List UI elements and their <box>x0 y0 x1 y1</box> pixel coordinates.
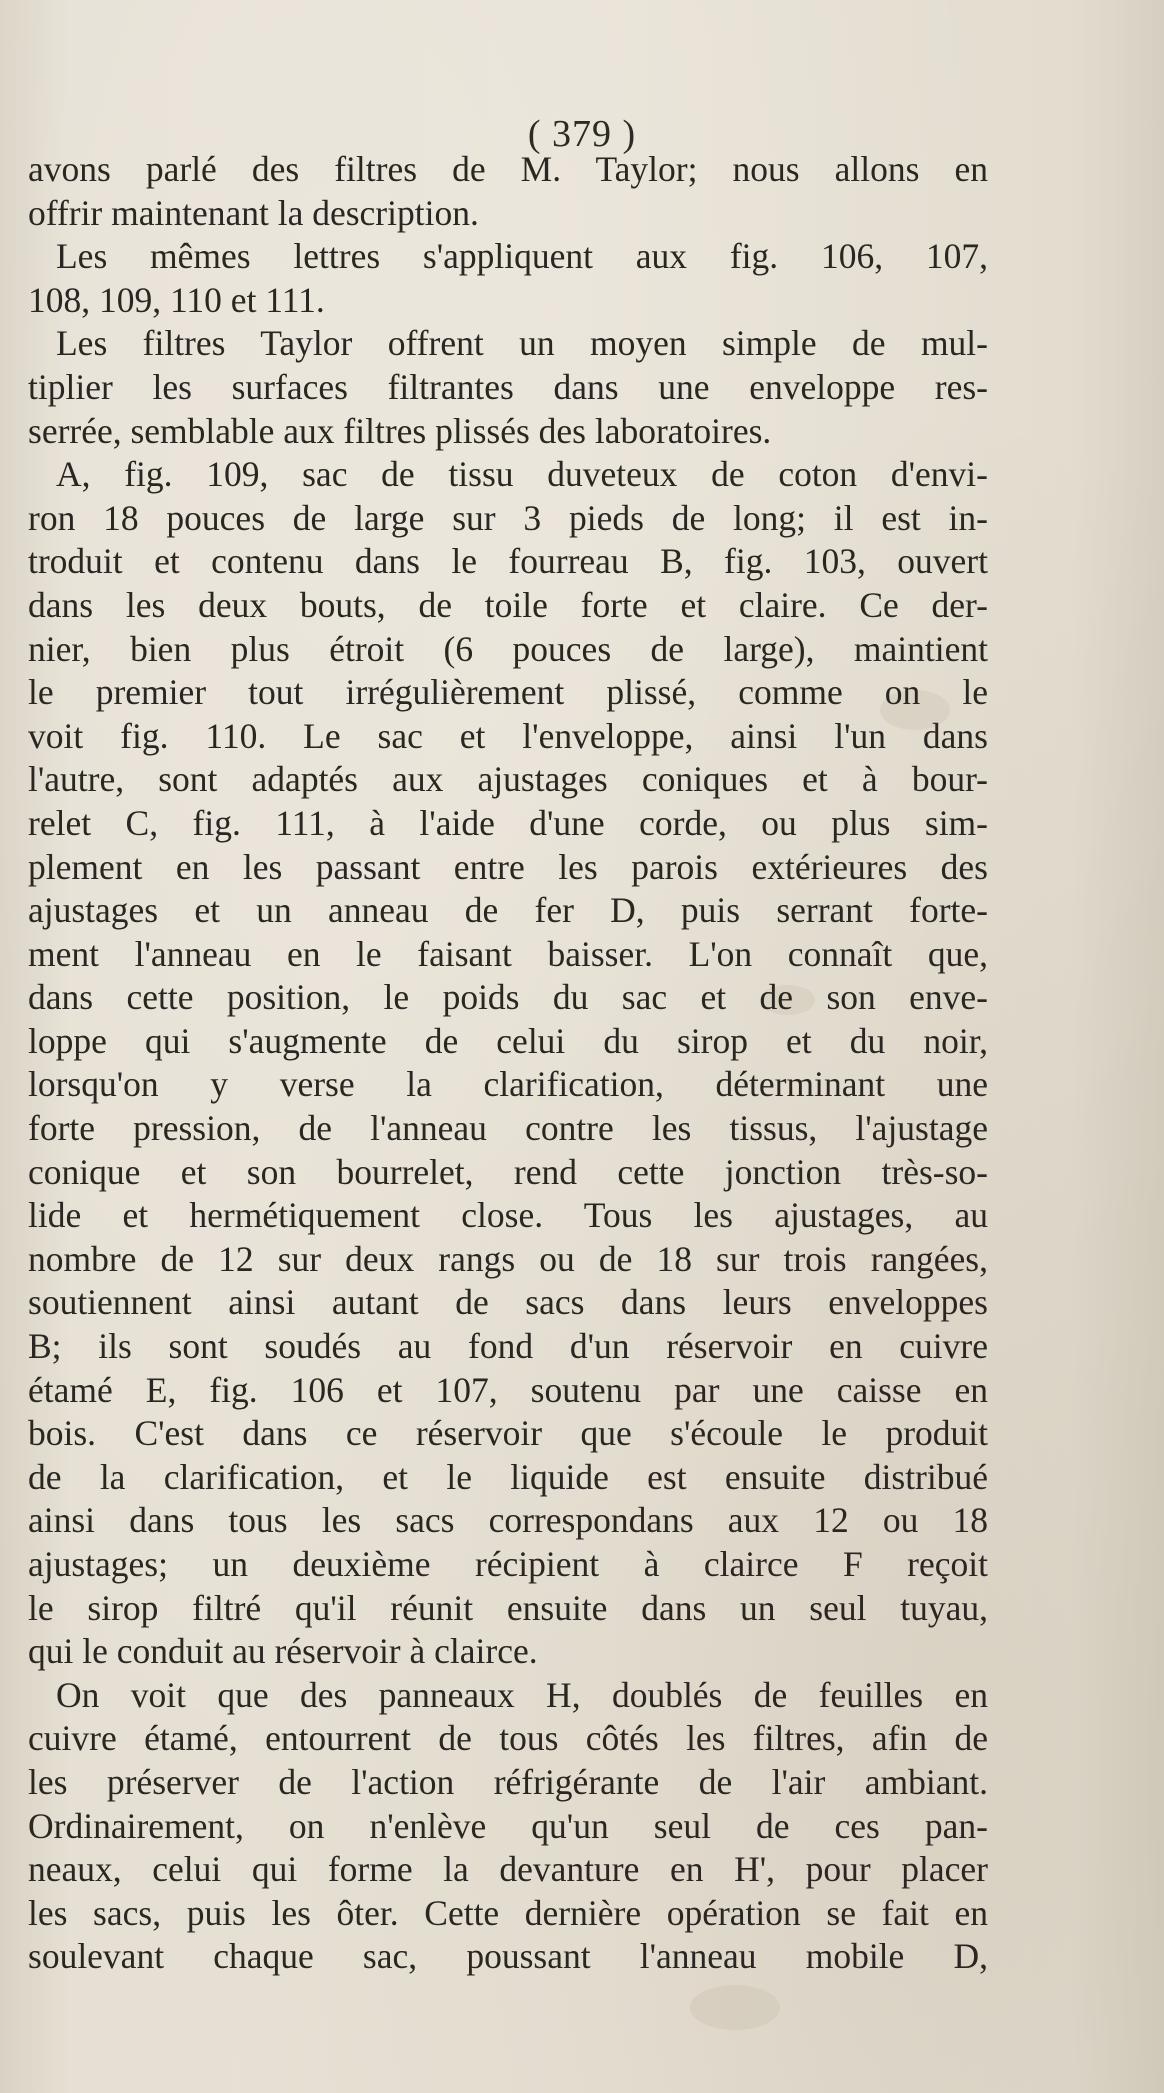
text-line: tiplier les surfaces filtrantes dans une enveloppe res- <box>28 366 988 407</box>
text-line: ment l'anneau en le faisant baisser. L'on connaît que, <box>28 933 988 974</box>
text-line: dans les deux bouts, de toile forte et claire. Ce der- <box>28 584 988 625</box>
text-line: A, fig. 109, sac de tissu duveteux de coton d'envi- <box>56 454 988 495</box>
text-line: nombre de 12 sur deux rangs ou de 18 sur trois rangées, <box>28 1238 988 1279</box>
text-line: ron 18 pouces de large sur 3 pieds de long; il est in- <box>28 497 988 538</box>
text-line: cuivre étamé, entourrent de tous côtés les filtres, afin de <box>28 1718 988 1759</box>
text-line: bois. C'est dans ce réservoir que s'écoule le produit <box>28 1413 988 1454</box>
text-line: avons parlé des filtres de M. Taylor; nous allons en <box>28 149 988 189</box>
text-line: loppe qui s'augmente de celui du sirop et du noir, <box>28 1020 988 1061</box>
text-line: lide et hermétiquement close. Tous les ajustages, au <box>28 1195 988 1236</box>
text-line: offrir maintenant la description. <box>28 192 479 233</box>
text-line: de la clarification, et le liquide est ensuite distribué <box>28 1456 988 1497</box>
text-line: étamé E, fig. 106 et 107, soutenu par une caisse en <box>28 1369 988 1410</box>
text-line: serrée, semblable aux filtres plissés des laboratoires. <box>28 410 772 451</box>
text-line: ainsi dans tous les sacs correspondans aux 12 ou 18 <box>28 1500 988 1541</box>
text-line: 108, 109, 110 et 111. <box>28 279 325 320</box>
text-line: ajustages et un anneau de fer D, puis serrant forte- <box>28 890 988 931</box>
text-line: nier, bien plus étroit (6 pouces de large), maintient <box>28 628 988 669</box>
body-text <box>28 148 988 1979</box>
text-line: relet C, fig. 111, à l'aide d'une corde, ou plus sim- <box>28 802 988 843</box>
text-line: qui le conduit au réservoir à clairce. <box>28 1631 538 1672</box>
paper-stain <box>690 1985 780 2030</box>
text-line: l'autre, sont adaptés aux ajustages coniques et à bour- <box>28 759 988 800</box>
text-line: plement en les passant entre les parois extérieures des <box>28 846 988 887</box>
text-line: soutiennent ainsi autant de sacs dans leurs enveloppes <box>28 1282 988 1323</box>
text-line: les préserver de l'action réfrigérante de l'air ambiant. <box>28 1761 988 1802</box>
text-line: conique et son bourrelet, rend cette jonction très-so- <box>28 1151 988 1192</box>
text-line: le premier tout irrégulièrement plissé, comme on le <box>28 672 988 713</box>
text-line: neaux, celui qui forme la devanture en H', pour placer <box>28 1849 988 1890</box>
text-line: ajustages; un deuxième récipient à clairce F reçoit <box>28 1544 988 1584</box>
text-line: voit fig. 110. Le sac et l'enveloppe, ainsi l'un dans <box>28 715 988 756</box>
text-line: Les mêmes lettres s'appliquent aux fig. 106, 107, <box>56 236 988 277</box>
text-line: On voit que des panneaux H, doublés de feuilles en <box>56 1674 988 1715</box>
page-number: ( 379 ) <box>527 113 637 155</box>
text-line: Ordinairement, on n'enlève qu'un seul de ces pan- <box>28 1805 988 1846</box>
text-line: lorsqu'on y verse la clarification, déterminant une <box>28 1064 988 1105</box>
text-line: forte pression, de l'anneau contre les tissus, l'ajustage <box>28 1108 988 1149</box>
text-line: troduit et contenu dans le fourreau B, fig. 103, ouvert <box>28 541 988 582</box>
text-line: le sirop filtré qu'il réunit ensuite dans un seul tuyau, <box>28 1587 988 1628</box>
text-line: dans cette position, le poids du sac et de son enve- <box>28 977 988 1018</box>
text-line: Les filtres Taylor offrent un moyen simple de mul- <box>56 323 988 364</box>
text-line: B; ils sont soudés au fond d'un réservoir en cuivre <box>28 1326 988 1367</box>
text-line: soulevant chaque sac, poussant l'anneau mobile D, <box>28 1936 988 1977</box>
text-line: les sacs, puis les ôter. Cette dernière opération se fait en <box>28 1892 988 1933</box>
